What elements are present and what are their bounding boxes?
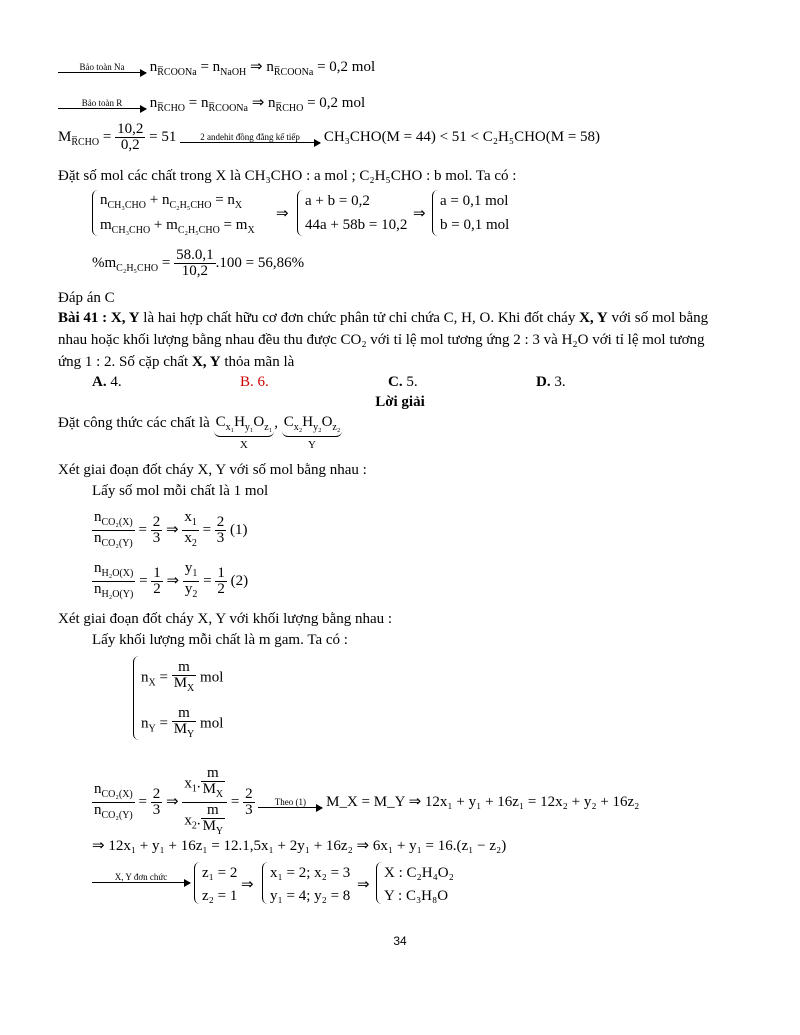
option-c: C. 5. — [388, 374, 418, 390]
fraction: $\frac{58.0,1}{10,2}$ — [176, 247, 214, 279]
system-result-b: b = 0,1 mol — [440, 217, 510, 233]
stage-2-take: Lấy khối lượng mỗi chất là m gam. Ta có : — [92, 632, 348, 648]
system-eq-3: a + b = 0,2 — [305, 193, 370, 209]
problem-line-1: Bài 41 : X, Y là hai hợp chất hữu cơ đơn chức phân tử chỉ chứa C, H, O. Khi đốt cháy X, Y với số mol bằng — [58, 310, 709, 326]
z1-value: z₁ = 2 — [202, 865, 238, 881]
set-variables-text: Đặt số mol các chất trong X là CH₃CHO : a mol ; C₂H₅CHO : b mol. Ta có : — [58, 168, 517, 184]
arrow-label: Bảo toàn R — [81, 98, 123, 109]
derivation-line: ⇒ 12x₁ + y₁ + 16z₁ = 12.1,5x₁ + 2y₁ + 16z₂ ⇒ 6x₁ + y₁ = 16.(z₁ − z₂) — [92, 838, 507, 854]
equation-line-1: Bảo toàn Na $n_{R̅COONa} = n_{NaOH}$ ⇒ $n_{R̅COONa} = 0,2$ mol — [58, 58, 375, 82]
stage-1-text: Xét giai đoạn đốt cháy X, Y với số mol bằng nhau : — [58, 462, 367, 478]
ratio-h2o: $\frac{n_{H_2O(X)}}{n_{H_2O(Y)}}$ = $\frac{1}{2}$ ⇒ $\frac{y_1}{y_2}$ = $\frac{1}{2}$ (2) — [94, 560, 249, 600]
stage-1-take: Lấy số mol mỗi chất là 1 mol — [92, 483, 269, 499]
system-eq-1: $n_{CH_3CHO} + n_{C_2H_5CHO} = n_X$ — [100, 192, 243, 211]
result-x: X : C₂H₄O₂ — [384, 865, 454, 881]
system-result-a: a = 0,1 mol — [440, 193, 509, 209]
result-y: Y : C₃H₈O — [384, 888, 449, 904]
result-value: = 0,2 mol — [307, 95, 366, 111]
formula-intro: Đặt công thức các chất là $C_{x_1}H_{y_1}O_{z_1}$ X , $C_{x_2}H_{y_2}O_{z_2}$ Y — [58, 414, 341, 451]
page-number: 34 — [393, 934, 407, 948]
final-arrow: X, Y đơn chức — [92, 868, 190, 886]
solution-title: Lời giải — [375, 394, 425, 410]
fraction: $\frac{10,2}{0,2}$ — [117, 121, 144, 153]
stage-2-text: Xét giai đoạn đốt cháy X, Y với khối lượng bằng nhau : — [58, 611, 393, 627]
option-a: A. 4. — [92, 374, 122, 390]
x-values: x₁ = 2; x₂ = 3 — [270, 865, 351, 881]
nx-equation: $n_X$ = $\frac{m}{M_X}$ mol — [141, 659, 224, 694]
mass-ratio-equation: $\frac{n_{CO_2(X)}}{n_{CO_2(Y)}}$ = $\frac{2}{3}$ ⇒ $x_1$. $\frac{m}{M_X}$ $x_2$. $\frac{m}{M_Y}$ = $\frac{2}{3}$ Theo (1) M_X = M_Y ⇒ 12x₁ + y₁ + 16z₁ = 12x₂ + y₂ + 16z₂ — [94, 765, 640, 837]
percent-equation: $\%m_{C_2H_5CHO}$ = $\frac{58.0,1}{10,2}$ .100 = 56,86% — [92, 247, 305, 279]
system-eq-4: 44a + 58b = 10,2 — [305, 217, 408, 233]
option-d: D. 3. — [536, 374, 566, 390]
problem-line-3: ứng 1 : 2. Số cặp chất X, Y thỏa mãn là — [58, 354, 295, 370]
y-values: y₁ = 4; y₂ = 8 — [270, 888, 351, 904]
equation-line-3: $M_{R̅CHO}$ = $\frac{10,2}{0,2}$ = 51 2 andehit đồng đẳng kế tiếp CH₃CHO(M = 44) < 51 < C₂H₅CHO(M = 58) — [58, 121, 601, 153]
equation-line-2: Bảo toàn R $n_{R̅CHO} = n_{R̅COONa}$ ⇒ $n_{R̅CHO} = 0,2$ mol — [58, 94, 365, 118]
ratio-co2: $\frac{n_{CO_2(X)}}{n_{CO_2(Y)}}$ = $\frac{2}{3}$ ⇒ $\frac{x_1}{x_2}$ = $\frac{2}{3}$ (1) — [94, 509, 248, 549]
system-eq-2: $m_{CH_3CHO} + m_{C_2H_5CHO} = m_X$ — [100, 217, 255, 236]
document-page: Bảo toàn Na $n_{R̅COONa} = n_{NaOH}$ ⇒ $n_{R̅COONa} = 0,2$ mol Bảo toàn R $n_{R̅CHO} = n_{R̅COONa}$ ⇒ $n_{R̅CHO} = 0,2$ mol $M_{R̅CHO}$ = $\frac{10,2}{0,2}$ = 51 2 andehit đồng đẳng kế tiếp CH₃CHO(M = 44) < 51 < C₂H₅CHO(M = 58) Đặt số mol các chất trong X là CH₃CHO : a mol ; C₂H₅CHO : b mol. Ta có : $n_{CH_3CHO} + n_{C_2H_5CHO} = n_X$ $m_{CH_3CHO} + m_{C_2H_5CHO} = m_X$ ⇒ a + b = 0,2 44a + 58b = 10,2 ⇒ a = 0,1 mol b = 0,1 mol $\%m_{C_2H_5CHO}$ = $\frac{58.0,1}{10,2}$ .100 = 56,86% Đáp án C Bài 41 : X, Y là hai hợp chất hữu cơ đơn chức phân tử chỉ chứa C, H, O. Khi đốt cháy X, Y với số mol bằng nhau hoặc khối lượng bằng nhau đều thu được CO₂ với tỉ lệ mol tương ứng 2 : 3 và H₂O với tỉ lệ mol tương ứng 1 : 2. Số cặp chất X, Y thỏa mãn là A. 4. B. 6. C. 5. D. 3. Lời giải Đặt công thức các chất là $C_{x_1}H_{y_1}O_{z_1}$ X , $C_{x_2}H_{y_2}O_{z_2}$ Y Xét giai đoạn đốt cháy X, Y với số mol bằng nhau : Lấy số mol mỗi chất là 1 mol $\frac{n_{CO_2(X)}}{n_{CO_2(Y)}}$ = $\frac{2}{3}$ ⇒ $\frac{x_1}{x_2}$ = $\frac{2}{3}$ (1) $\frac{n_{H_2O(X)}}{n_{H_2O(Y)}}$ = $\frac{1}{2}$ ⇒ $\frac{y_1}{y_2}$ = $\frac{1}{2}$ (2) Xét giai đoạn đốt cháy X, Y với khối lượng bằng nhau : Lấy khối lượng mỗi chất là m gam. Ta có : $n_X$ = $\frac{m}{M_X}$ mol $n_Y$ = $\frac{m}{M_Y}$ mol $\frac{n_{CO_2(X)}}{n_{CO_2(Y)}}$ = $\frac{2}{3}$ ⇒ $x_1$. $\frac{m}{M_X}$ $x_2$. $\frac{m}{M_Y}$ = $\frac{2}{3}$ Theo (1) M_X = M_Y ⇒ 12x₁ + y₁ + 16z₁ = 12x₂ + y₂ + 16z₂ ⇒ 12x₁ + y₁ + 16z₁ = 12.1,5x₁ + 2y₁ + 16z₂ ⇒ 6x₁ + y₁ = 16.(z₁ − z₂) X, Y đơn chức z₁ = 2 z₂ = 1 ⇒ x₁ = 2; x₂ = 3 y₁ = 4; y₂ = 8 ⇒ X : C₂H₄O₂ Y : C₃H₈O 34 — [0, 0, 800, 1035]
problem-line-2: nhau hoặc khối lượng bằng nhau đều thu được CO₂ với tỉ lệ mol tương ứng 2 : 3 và H₂O với tỉ lệ mol tương — [58, 332, 705, 348]
option-b-correct: B. 6. — [240, 374, 269, 390]
answer-text: Đáp án C — [58, 290, 115, 306]
ny-equation: $n_Y$ = $\frac{m}{M_Y}$ mol — [141, 705, 224, 740]
arrow-label: Bảo toàn Na — [79, 62, 125, 73]
z2-value: z₂ = 1 — [202, 888, 238, 904]
arrow-label: 2 andehit đồng đẳng kế tiếp — [200, 132, 300, 142]
aldehyde-comparison: CH₃CHO(M = 44) < 51 < C₂H₅CHO(M = 58) — [323, 128, 601, 145]
result-value: = 0,2 mol — [317, 59, 376, 75]
